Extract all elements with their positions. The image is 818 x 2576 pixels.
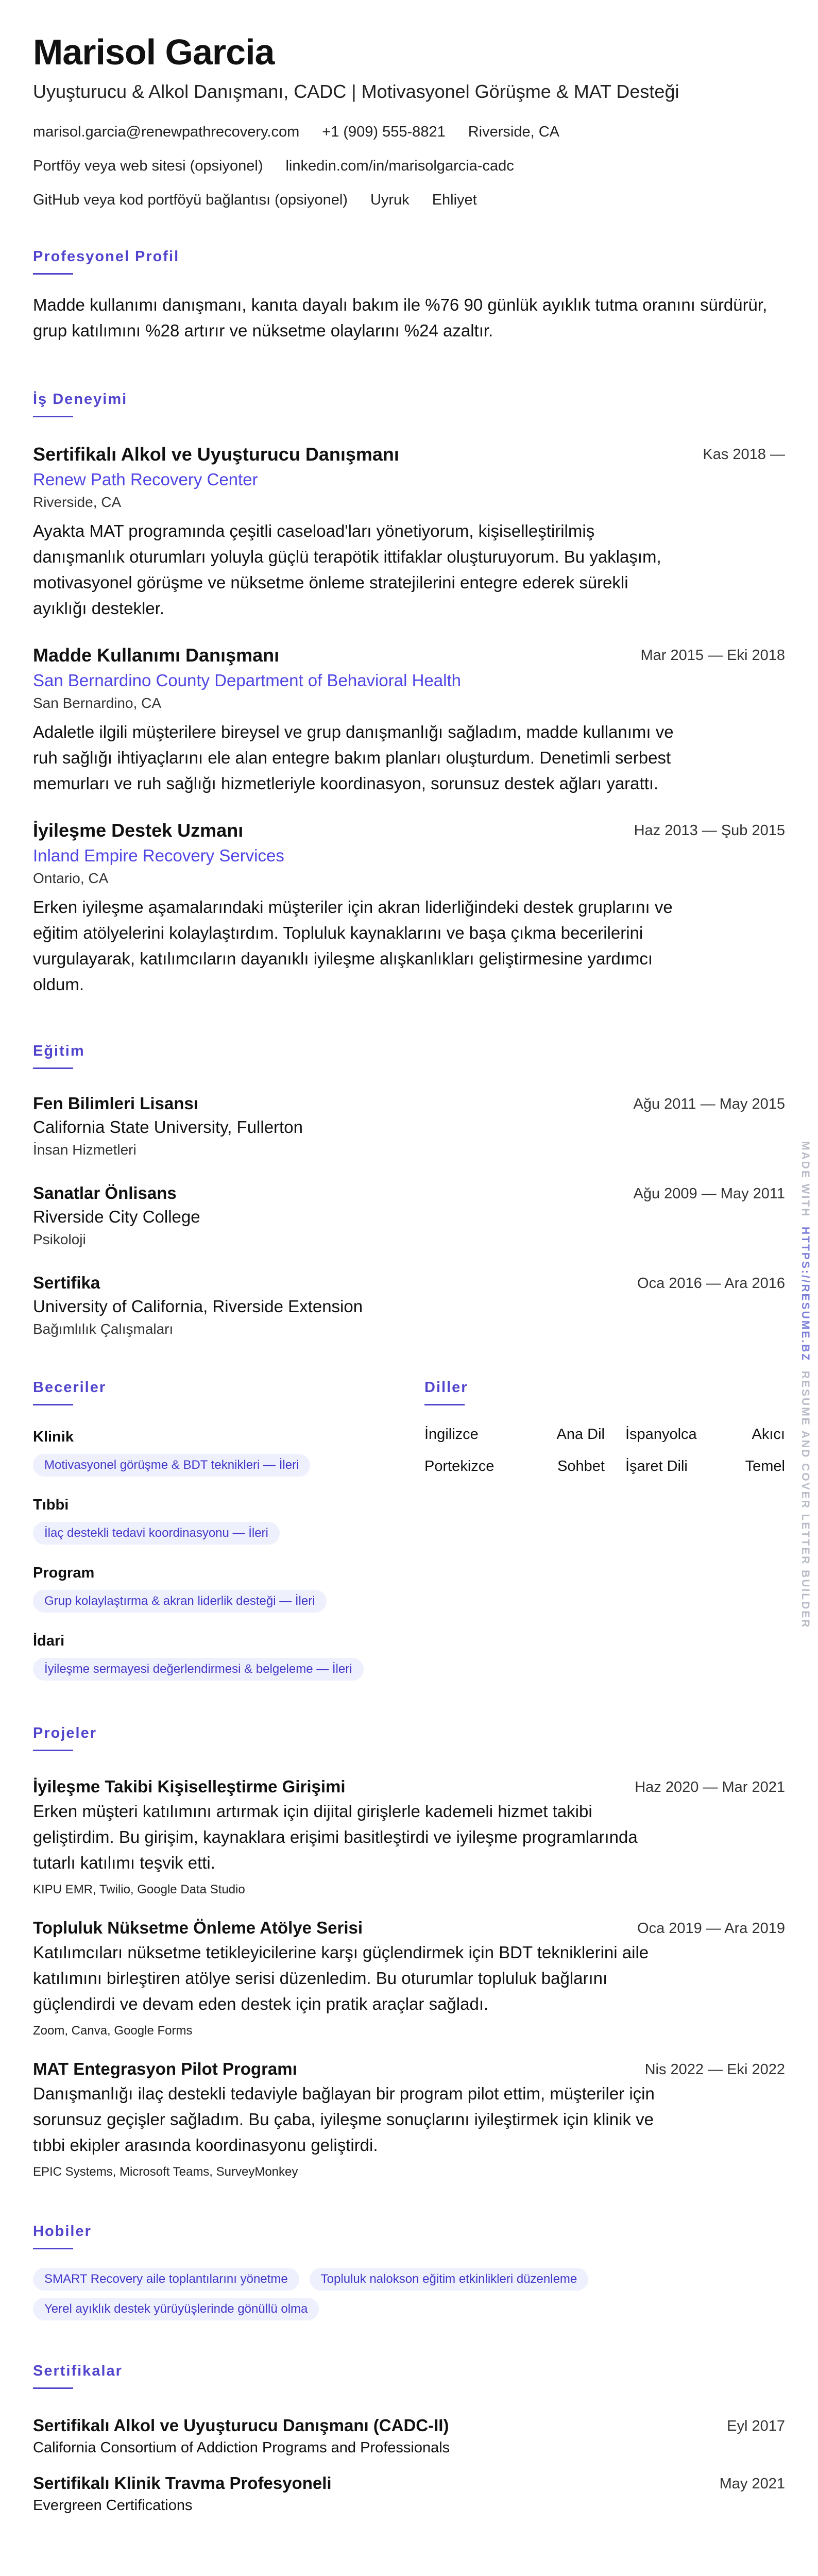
job-description: Ayakta MAT programında çeşitli caseload'ları yönetiyorum, kişiselleştirilmiş danışmanlık oturumları yoluyla güçlü terapötik ittifaklar oluşturuyorum. Bu yaklaşım, motivasyonel görüşme ve nüksetme önleme stratejilerini entegre ederek sürekli ayıklığı destekler.: [33, 521, 661, 618]
language-level: Ana Dil: [556, 1426, 605, 1443]
section-divider: [33, 273, 73, 275]
language-name: İngilizce: [424, 1426, 479, 1443]
skill-group: [33, 1631, 424, 1681]
hobbies-section: [33, 2222, 785, 2320]
skill-category: Klinik: [33, 1429, 74, 1445]
skill-group: [33, 1563, 424, 1613]
watermark-text: [799, 1141, 811, 1629]
section-title: Hobiler: [33, 2223, 92, 2240]
hobby-chip: Topluluk nalokson eğitim etkinlikleri düzenleme: [310, 2268, 589, 2291]
job-description: Erken iyileşme aşamalarındaki müşteriler için akran liderliğindeki destek gruplarını ve eğitim atölyelerini kolaylaştırdım. Topluluk kaynaklarını ve başa çıkma becerilerini vurgulayarak, katılımcıların dayanıklı iyileşme alışkanlıkları geliştirmesine yardımcı oldum.: [33, 897, 673, 994]
education-date: Ağu 2009 — May 2011: [633, 1185, 785, 1202]
language-level: Akıcı: [752, 1426, 785, 1443]
section-divider: [33, 1067, 73, 1069]
project-date: Oca 2019 — Ara 2019: [637, 1920, 785, 1937]
skill-category: Tıbbi: [33, 1497, 69, 1513]
project-name: İyileşme Takibi Kişiselleştirme Girişimi: [33, 1777, 346, 1796]
section-divider: [33, 416, 73, 417]
job-location: Riverside, CA: [33, 494, 122, 510]
candidate-name: Marisol Garcia: [33, 32, 275, 72]
job-title: Madde Kullanımı Danışmanı: [33, 645, 280, 666]
field-of-study: İnsan Hizmetleri: [33, 1142, 137, 1158]
skill-group: [33, 1427, 424, 1477]
language-name: Portekizce: [424, 1458, 495, 1475]
email-link[interactable]: marisol.garcia@renewpathrecovery.com: [33, 124, 300, 140]
job-location: Ontario, CA: [33, 870, 109, 886]
language-row: [424, 1456, 785, 1477]
field-of-study: Bağımlılık Çalışmaları: [33, 1321, 174, 1337]
project-tech: KIPU EMR, Twilio, Google Data Studio: [33, 1883, 245, 1896]
languages-section: [424, 1378, 785, 1477]
profile-section: [33, 247, 785, 344]
certification-issuer: California Consortium of Addiction Programs and Professionals: [33, 2439, 450, 2456]
school-name: California State University, Fullerton: [33, 1117, 303, 1137]
section-divider: [33, 1750, 73, 1751]
section-title: Eğitim: [33, 1043, 85, 1059]
language-row: [424, 1424, 785, 1445]
degree-title: Fen Bilimleri Lisansı: [33, 1094, 198, 1113]
watermark-link[interactable]: HTTPS://RESUME.BZ: [799, 1227, 811, 1362]
job-date: Mar 2015 — Eki 2018: [640, 647, 785, 664]
project-tech: Zoom, Canva, Google Forms: [33, 2024, 193, 2038]
language-name: İşaret Dili: [625, 1458, 688, 1475]
nationality-text: Uyruk: [370, 192, 410, 208]
section-divider: [33, 2387, 73, 2389]
certification-entry: [33, 2415, 785, 2458]
location-text: Riverside, CA: [468, 124, 559, 140]
linkedin-link[interactable]: linkedin.com/in/marisolgarcia-cadc: [285, 158, 514, 174]
skill-chip: Grup kolaylaştırma & akran liderlik desteği — İleri: [33, 1590, 327, 1613]
section-title: Beceriler: [33, 1379, 107, 1396]
watermark-suffix: RESUME AND COVER LETTER BUILDER: [799, 1370, 811, 1629]
job-location: San Bernardino, CA: [33, 695, 162, 711]
experience-entry: [33, 819, 785, 997]
certification-date: May 2021: [719, 2476, 785, 2492]
language-name: İspanyolca: [625, 1426, 697, 1443]
certifications-section: [33, 2362, 785, 2516]
job-description: Adaletle ilgili müşterilere bireysel ve grup danışmanlığı sağladım, madde kullanımı ve ruh sağlığı ihtiyaçlarını ele alan entegre bakım planları oluşturdum. Denetimli serbest memurları ve ruh sağlığı hizmetleriyle koordinasyon, sorunsuz destek ağları yarattı.: [33, 722, 674, 793]
field-of-study: Psikoloji: [33, 1231, 86, 1247]
job-title: Sertifikalı Alkol ve Uyuşturucu Danışmanı: [33, 444, 399, 465]
skill-chip: İyileşme sermayesi değerlendirmesi & belgeleme — İleri: [33, 1658, 364, 1681]
contact-row: [33, 122, 785, 142]
certification-name: Sertifikalı Alkol ve Uyuşturucu Danışmanı (CADC-II): [33, 2416, 449, 2435]
school-name: Riverside City College: [33, 1207, 200, 1226]
language-level: Sohbet: [557, 1458, 605, 1475]
project-name: MAT Entegrasyon Pilot Programı: [33, 2059, 297, 2078]
project-date: Nis 2022 — Eki 2022: [644, 2061, 785, 2078]
certification-date: Eyl 2017: [727, 2418, 785, 2434]
skills-languages-row: [33, 1378, 785, 1681]
certification-name: Sertifikalı Klinik Travma Profesyoneli: [33, 2473, 332, 2493]
project-entry: [33, 2058, 785, 2181]
job-date: Kas 2018 —: [703, 446, 785, 463]
employer-name: Renew Path Recovery Center: [33, 470, 258, 489]
education-entry: [33, 1272, 785, 1339]
experience-entry: [33, 443, 785, 621]
job-date: Haz 2013 — Şub 2015: [634, 822, 785, 839]
skill-category: Program: [33, 1565, 95, 1581]
employer-name: San Bernardino County Department of Behavioral Health: [33, 671, 461, 690]
section-divider: [424, 1404, 465, 1405]
project-description: Danışmanlığı ilaç destekli tedaviyle bağlayan bir program pilot ettim, müşteriler için sorunsuz geçişler sağladım. Bu çaba, iyileşme sonuçlarını iyileştirmek için klinik ve tıbbi ekipler arasında koordinasyonu geliştirdi.: [33, 2084, 655, 2155]
degree-title: Sertifika: [33, 1273, 100, 1292]
skill-group: [33, 1495, 424, 1545]
github-link[interactable]: GitHub veya kod portföyü bağlantısı (opsiyonel): [33, 192, 348, 208]
projects-section: [33, 1724, 785, 2181]
project-name: Topluluk Nüksetme Önleme Atölye Serisi: [33, 1918, 363, 1937]
section-title: Sertifikalar: [33, 2363, 123, 2379]
section-divider: [33, 2248, 73, 2249]
experience-entry: [33, 644, 785, 796]
job-title: İyileşme Destek Uzmanı: [33, 820, 244, 841]
experience-section: [33, 390, 785, 997]
section-title: Projeler: [33, 1725, 97, 1741]
language-level: Temel: [745, 1458, 785, 1475]
builder-watermark: [796, 1141, 811, 1629]
resume-header: [33, 31, 785, 210]
profile-summary: Madde kullanımı danışmanı, kanıta dayalı bakım ile %76 90 günlük ayıklık tutma oranını sürdürür, grup katılımını %28 artırır ve nüksetme olaylarını %24 azaltır.: [33, 295, 768, 340]
section-divider: [33, 1404, 73, 1405]
website-link[interactable]: Portföy veya web sitesi (opsiyonel): [33, 158, 263, 174]
skill-chip: İlaç destekli tedavi koordinasyonu — İleri: [33, 1522, 280, 1545]
project-date: Haz 2020 — Mar 2021: [635, 1779, 785, 1795]
employer-name: Inland Empire Recovery Services: [33, 846, 284, 865]
certification-entry: [33, 2472, 785, 2516]
languages-list: [424, 1424, 785, 1477]
education-entry: [33, 1093, 785, 1160]
section-title: İş Deneyimi: [33, 391, 128, 408]
hobby-chips: [33, 2261, 785, 2320]
education-section: [33, 1042, 785, 1339]
contact-row: [33, 156, 785, 176]
phone-number[interactable]: +1 (909) 555-8821: [322, 124, 446, 140]
school-name: University of California, Riverside Extension: [33, 1297, 363, 1316]
education-entry: [33, 1182, 785, 1249]
project-tech: EPIC Systems, Microsoft Teams, SurveyMonkey: [33, 2165, 298, 2179]
skill-chip: Motivasyonel görüşme & BDT teknikleri — İleri: [33, 1454, 310, 1477]
skills-section: [33, 1378, 424, 1681]
certification-issuer: Evergreen Certifications: [33, 2497, 193, 2514]
section-title: Diller: [424, 1379, 468, 1396]
hobby-chip: SMART Recovery aile toplantılarını yönetme: [33, 2268, 299, 2291]
license-text: Ehliyet: [432, 192, 477, 208]
section-title: Profesyonel Profil: [33, 248, 180, 265]
resume-page: [33, 31, 785, 2516]
candidate-headline: Uyuşturucu & Alkol Danışmanı, CADC | Motivasyonel Görüşme & MAT Desteği: [33, 81, 679, 102]
project-description: Katılımcıları nüksetme tetikleyicilerine karşı güçlendirmek için BDT tekniklerini aile katılımını birleştiren atölye serisi düzenledim. Bu oturumlar topluluk bağlarını güçlendirdi ve devam eden destek için pratik araçlar sağladı.: [33, 1943, 649, 2013]
project-description: Erken müşteri katılımını artırmak için dijital girişlerle kademeli hizmet takibi geliştirdim. Bu girişim, kaynaklara erişimi basitleştirdi ve iyileşme programlarında tutarlı katılımı teşvik etti.: [33, 1802, 638, 1872]
watermark-prefix: MADE WITH: [799, 1141, 811, 1218]
project-entry: [33, 1776, 785, 1899]
education-date: Oca 2016 — Ara 2016: [637, 1275, 785, 1292]
project-entry: [33, 1917, 785, 2040]
contact-row: [33, 190, 785, 210]
hobby-chip: Yerel ayıklık destek yürüyüşlerinde gönüllü olma: [33, 2298, 319, 2320]
education-date: Ağu 2011 — May 2015: [633, 1096, 785, 1112]
degree-title: Sanatlar Önlisans: [33, 1183, 177, 1202]
skill-category: İdari: [33, 1633, 65, 1649]
